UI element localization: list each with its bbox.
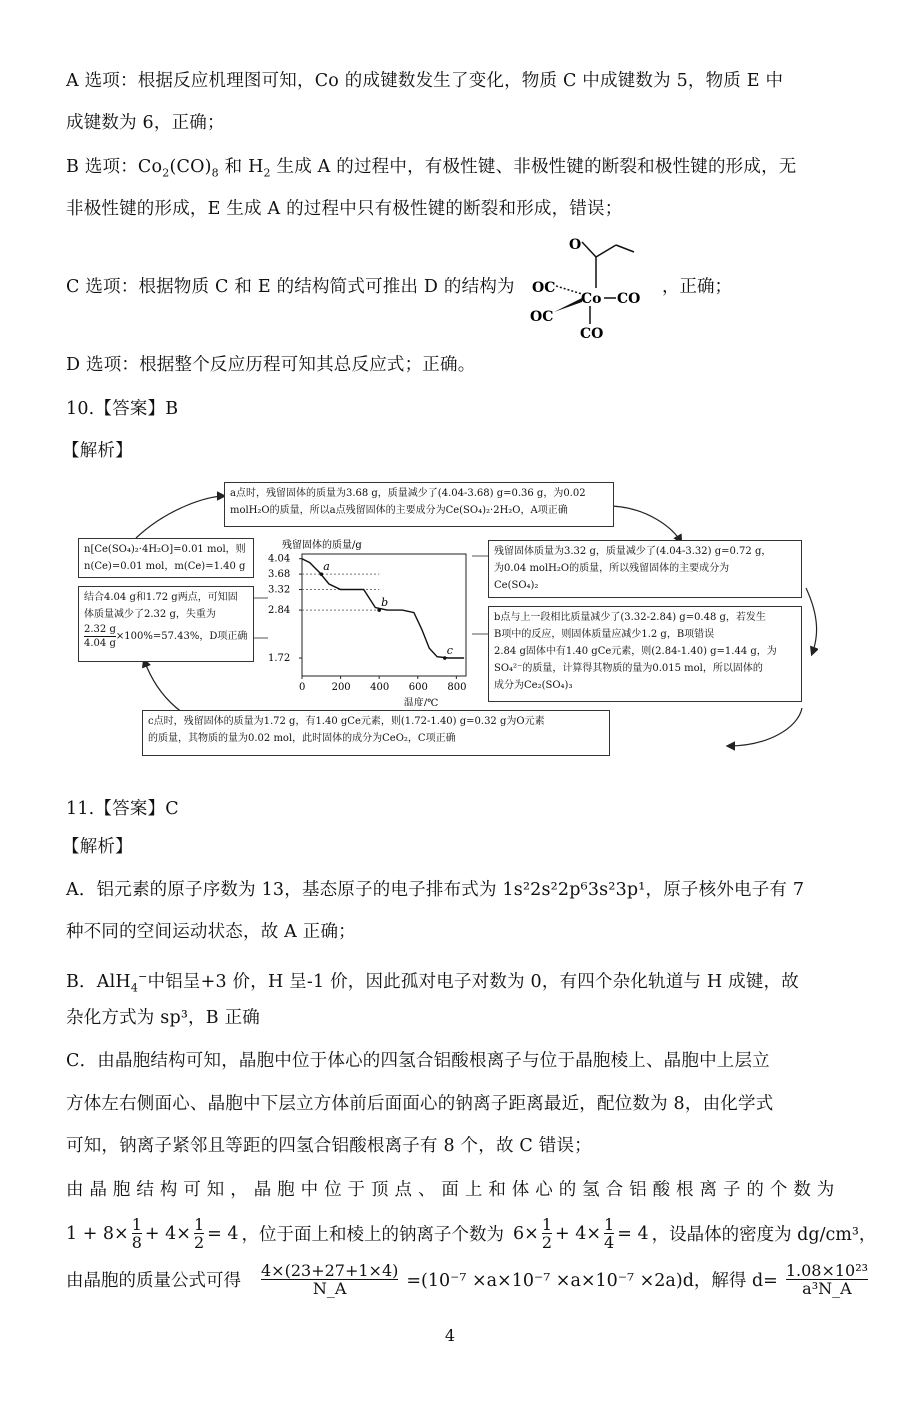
q11-answer: 11.【答案】C	[66, 799, 179, 819]
point-label-a: a	[323, 560, 330, 574]
option-b-line2: 非极性键的形成，E 生成 A 的过程中只有极性键的断裂和形成，错误；	[66, 199, 623, 219]
y-tick-label: 3.32	[268, 584, 291, 596]
x-tick-label: 600	[408, 682, 428, 693]
box-mass-loss: 结合4.04 g和1.72 g两点，可知固 体质量减少了2.32 g，失重为 $\frac{2.32 g}{4.04 g}$ ×100%=57.43%，D项正确	[78, 586, 254, 662]
box-ce-amount: n[Ce(SO₄)₂·4H₂O]=0.01 mol，则 n(Ce)=0.01 mol，m(Ce)=1.40 g	[78, 538, 254, 578]
mass-temperature-chart	[266, 536, 478, 706]
structure-d	[524, 232, 654, 344]
q10-diagram	[78, 478, 818, 790]
q11-c-line3: 可知，钠离子紧邻且等距的四氢合铝酸根离子有 8 个，故 C 错误；	[66, 1136, 592, 1156]
arrow-bottom-right	[728, 708, 802, 746]
formula-line-3: 由晶胞的质量公式可得 $\frac{4\times(23+27+1\times 4)}{N\_A}$ =(10⁻⁷ ×a×10⁻⁷ ×a×10⁻⁷ ×2a)d，解得 d= $\frac{\text{1.08×10²³}}{\text{a³N\_A}}$	[66, 1261, 869, 1298]
y-axis-label: 残留固体的质量/g	[282, 540, 362, 551]
option-c-text: C 选项：根据物质 C 和 E 的结构简式可推出 D 的结构为	[66, 277, 515, 297]
y-tick-label: 3.68	[268, 569, 291, 581]
q11-c-line1: C．由晶胞结构可知，晶胞中位于体心的四氢合铝酸根离子与位于晶胞棱上、晶胞中上层立	[66, 1051, 770, 1071]
formula-1: 1 + 8× $\frac{1}{8}$ + 4× $\frac{1}{2}$ = 4	[66, 1215, 239, 1252]
option-b-line1: B 选项：$Co_2(CO)_8$ 和 $H_2$ 生成 A 的过程中，有极性键、非极性键的断裂和极性键的形成，无	[66, 157, 797, 180]
q11-c-line4: 由 晶 胞 结 构 可 知 ， 晶 胞 中 位 于 顶 点 、 面 上 和 体 心 的 氢 合 铝 酸 根 离 子 的 个 数 为	[66, 1180, 835, 1200]
q11-b-line1: B．AlH$_4$−中铝呈+3 价，H 呈-1 价，因此孤对电子对数为 0，有四个杂化轨道与 H 成键，故	[66, 970, 799, 995]
box-ce-so4: 残留固体质量为3.32 g，质量减少了(4.04-3.32) g=0.72 g， 为0.04 molH₂O的质量，所以残留固体的主要成分为 Ce(SO₄)₂	[488, 540, 802, 598]
y-tick-label: 4.04	[268, 553, 291, 565]
q10-analysis-heading: 【解析】	[62, 441, 133, 461]
x-tick-label: 400	[370, 682, 390, 693]
arrow-top-right	[612, 506, 681, 542]
q11-a-line1: A．铝元素的原子序数为 13，基态原子的电子排布式为 1s²2s²2p⁶3s²3p¹，原子核外电子有 7	[66, 880, 805, 900]
point-label-b: b	[381, 596, 389, 610]
option-a-line1: A 选项：根据反应机理图可知，Co 的成键数发生了变化，物质 C 中成键数为 5，物质 E 中	[66, 71, 784, 91]
box-point-b: b点与上一段相比质量减少了(3.32-2.84) g=0.48 g，若发生 B项中的反应，则固体质量应减少1.2 g，B项错误 2.84 g固体中有1.40 gCe元素，则(2.84-1.40) g=1.44 g，为 SO₄²⁻的质量，计算得其物质的量为0.015 mol，所以固体的 成分为Ce₂(SO₄)₃	[488, 606, 802, 702]
box-point-c: c点时，残留固体的质量为1.72 g，有1.40 gCe元素，则(1.72-1.40) g=0.32 g为O元素 的质量，其物质的量为0.02 mol，此时固体的成分为CeO₂，C项正确	[142, 710, 610, 756]
option-c-end: ，正确；	[662, 277, 732, 297]
x-tick-label: 0	[299, 682, 306, 693]
ligand-oc-lower: OC	[530, 309, 554, 325]
atom-o: O	[569, 237, 582, 253]
mass-fraction: $\frac{4\times(23+27+1\times 4)}{N\_A}$	[261, 1261, 399, 1298]
q10-answer: 10.【答案】B	[66, 399, 179, 419]
ligand-co-bottom: CO	[580, 326, 604, 342]
x-tick-label: 800	[447, 682, 467, 693]
point-label-c: c	[446, 644, 453, 658]
y-tick-label: 1.72	[268, 653, 291, 665]
x-axis-label: 温度/℃	[403, 698, 439, 706]
ligand-co-right: CO	[617, 291, 641, 307]
q11-b-line2: 杂化方式为 sp³，B 正确	[66, 1008, 260, 1028]
x-tick-label: 200	[331, 682, 351, 693]
density-fraction: $\frac{\text{1.08×10²³}}{\text{a³N\_A}}$	[785, 1261, 869, 1298]
option-d-text: D 选项：根据整个反应历程可知其总反应式；正确。	[66, 355, 476, 375]
formula-line-1: 1 + 8× $\frac{1}{8}$ + 4× $\frac{1}{2}$ = 4 ，位于面上和棱上的钠离子个数为 6× $\frac{1}{2}$ + 4× $\frac{1}{4}$ = 4 ，设晶体的密度为 dg/cm³，	[66, 1215, 877, 1252]
ligand-oc-upper: OC	[532, 280, 556, 296]
box-point-a: a点时，残留固体的质量为3.68 g，质量减少了(4.04-3.68) g=0.36 g，为0.02 molH₂O的质量，所以a点残留固体的主要成分为Ce(SO₄)₂·2H₂O，A项正确	[224, 482, 614, 527]
option-a-line2: 成键数为 6，正确；	[66, 113, 225, 133]
q11-a-line2: 种不同的空间运动状态，故 A 正确；	[66, 922, 356, 942]
page-number: 4	[444, 1326, 456, 1345]
q11-analysis-heading: 【解析】	[62, 837, 133, 857]
formula-2: 6× $\frac{1}{2}$ + 4× $\frac{1}{4}$ = 4	[513, 1215, 649, 1252]
y-tick-label: 2.84	[268, 605, 291, 617]
q11-c-line2: 方体左右侧面心、晶胞中下层立方体前后面面心的钠离子距离最近，配位数为 8，由化学式	[66, 1094, 774, 1114]
arrow-right	[806, 588, 817, 654]
arrow-top-left	[136, 496, 224, 538]
atom-co: Co	[581, 291, 602, 307]
